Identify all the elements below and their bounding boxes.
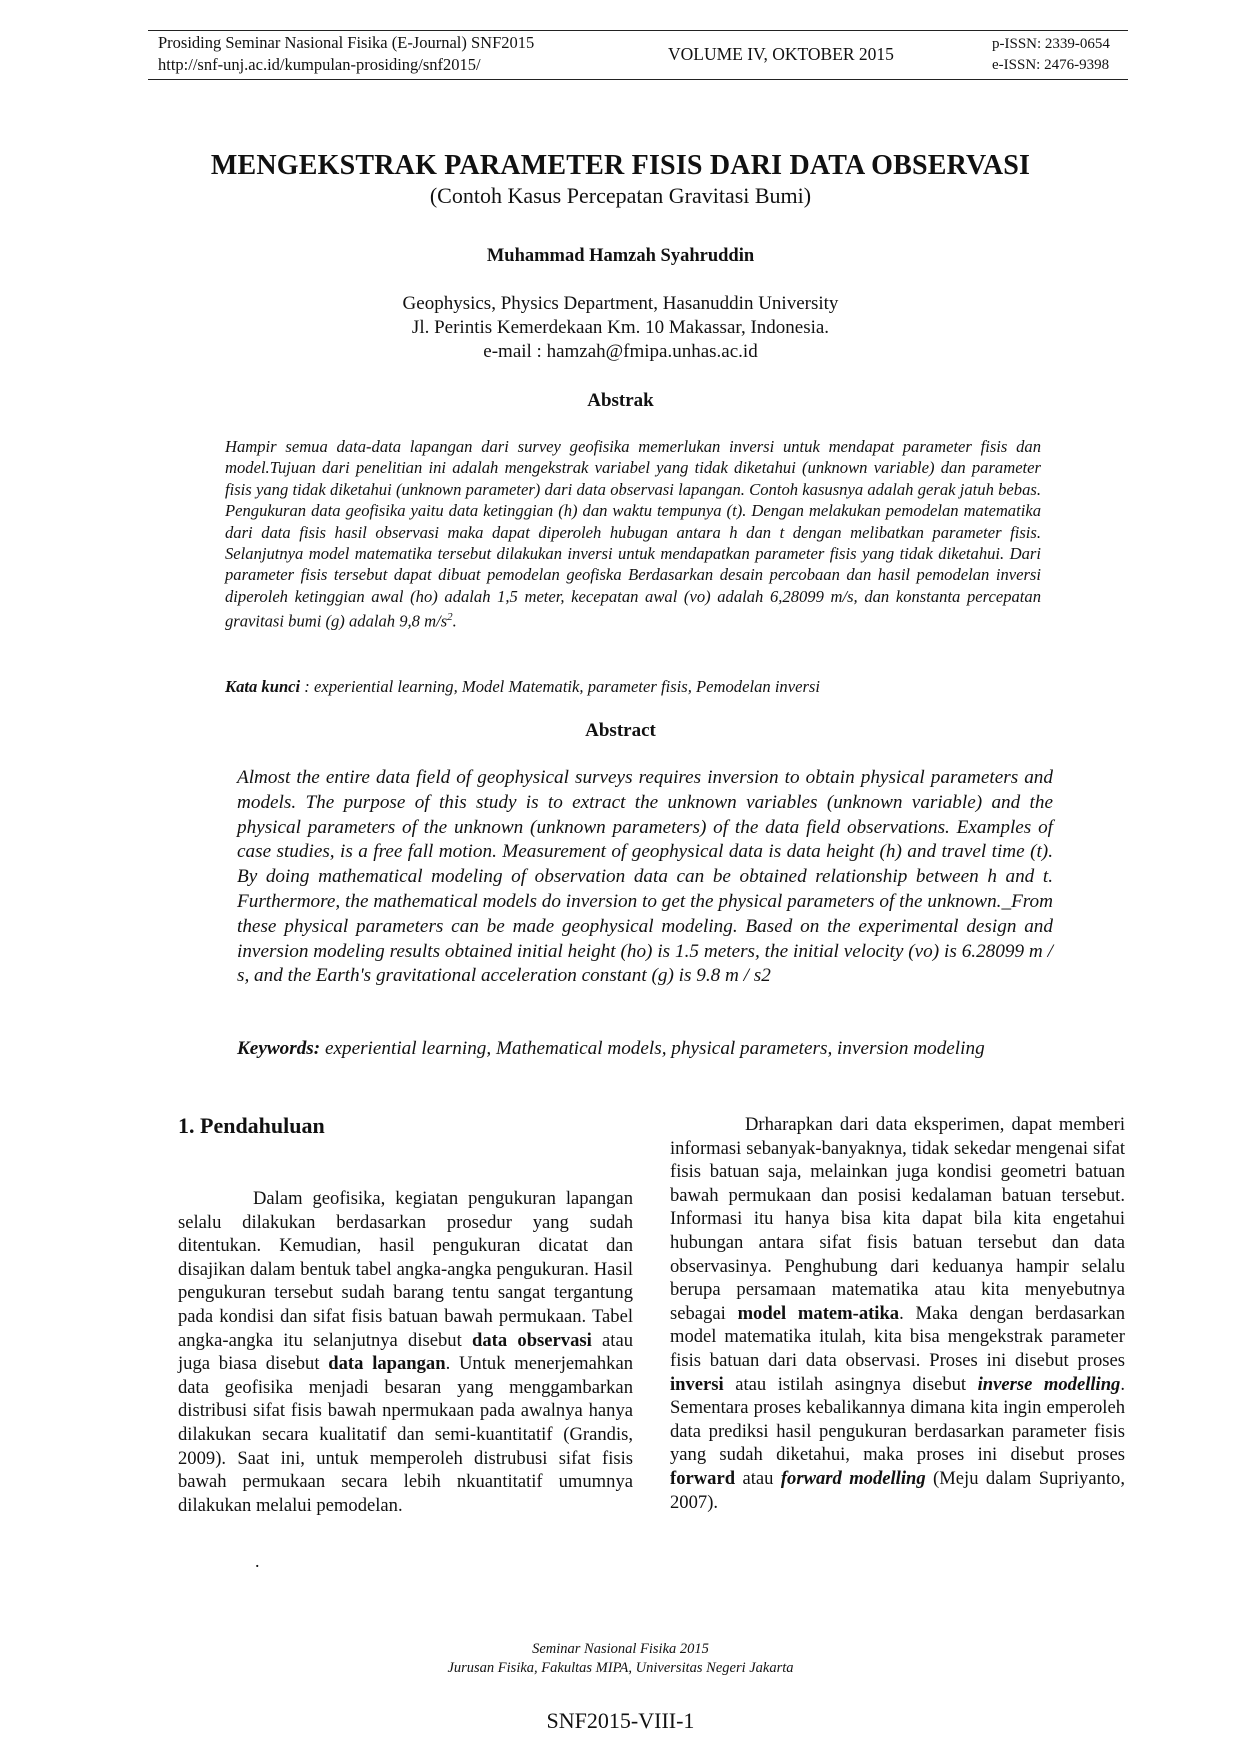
abstract-heading: Abstract	[585, 720, 656, 741]
header-url: http://snf-unj.ac.id/kumpulan-prosiding/snf2015/	[158, 55, 481, 74]
header-bottom-rule	[148, 79, 1128, 80]
abstrak-keywords-text: : experiential learning, Model Matematik, parameter fisis, Pemodelan inversi	[300, 677, 820, 696]
body-text: . Sementara proses kebalikannya dimana kita ingin emperoleh data prediksi hasil pengukuran berdasarkan parameter fisis yang sudah diketahui, maka proses ini disebut proses	[670, 1373, 1125, 1466]
body-column-right	[670, 1113, 1125, 1514]
body-bold-italic-term: forward modelling	[780, 1467, 926, 1489]
paper-author: Muhammad Hamzah Syahruddin	[486, 246, 755, 266]
header-p-issn: p-ISSN: 2339-0654	[992, 36, 1110, 52]
body-text: Dalam geofisika, kegiatan pengukuran lapangan selalu dilakukan berdasarkan prosedur yang sudah ditentukan. Kemudian, hasil pengukuran dicatat dan disajikan dalam bentuk tabel angka-angka pengukuran. Hasil pengukuran tersebut sudah barang tentu sangat tergantung pada kondisi dan sifat fisis batuan bawah permukaan. Tabel angka-angka itu selanjutnya disebut	[178, 1188, 633, 1351]
body-text: . Untuk menerjemahkan data geofisika menjadi besaran yang menggambarkan distribusi sifat fisis bawah npermukaan pada awalnya hanya dilakukan secara kualitatif dan semi-kuantitatif (Grandis, 2009). Saat ini, untuk memperoleh distrubusi sifat fisis bawah permukaan secara lebih nkuantitatif umumnya dilakukan melalui pemodelan.	[178, 1353, 634, 1516]
footer-institution: Jurusan Fisika, Fakultas MIPA, Universitas Negeri Jakarta	[447, 1660, 794, 1676]
body-text: atau juga biasa disebut	[178, 1329, 633, 1375]
body-text: (Meju dalam Supriyanto, 2007).	[670, 1467, 1125, 1513]
header-journal-info	[158, 32, 534, 76]
paper-affiliation	[0, 292, 1241, 364]
header-top-rule	[148, 30, 1128, 31]
body-paragraph	[178, 1187, 633, 1517]
abstrak-superscript: 2	[447, 611, 453, 624]
header-issn	[992, 34, 1110, 76]
body-bold-term: inversi	[670, 1373, 724, 1395]
body-bold-term: data lapangan	[328, 1353, 446, 1375]
abstrak-heading: Abstrak	[587, 390, 654, 411]
abstrak-keywords-label: Kata kunci	[225, 677, 301, 696]
abstrak-body	[225, 436, 1041, 632]
header-e-issn: e-ISSN: 2476-9398	[992, 57, 1110, 73]
abstract-keywords-text: experiential learning, Mathematical models, physical parameters, inversion modeling	[320, 1038, 985, 1059]
body-bold-italic-term: inverse modelling	[977, 1373, 1121, 1395]
abstrak-keywords	[225, 676, 1041, 697]
affiliation-department: Geophysics, Physics Department, Hasanuddin University	[402, 293, 839, 314]
page-footer	[0, 1640, 1241, 1678]
abstrak-end: .	[452, 611, 457, 631]
header-journal-name: Prosiding Seminar Nasional Fisika (E-Journal) SNF2015	[158, 33, 535, 52]
abstract-keywords-label: Keywords:	[237, 1038, 321, 1059]
section-title-pendahuluan: 1. Pendahuluan	[178, 1113, 325, 1138]
body-text: Drharapkan dari data eksperimen, dapat memberi informasi sebanyak-banyaknya, tidak sekedar mengenai sifat fisis batuan saja, melainkan juga kondisi geometri batuan bawah permukaan dan posisi kedalaman batuan tersebut. Informasi itu hanya bisa kita dapat bila kita engetahui hubungan antara sifat fisis batuan tersebut dan data observasinya. Penghubung dari keduanya hampir selalu berupa persamaan matematika atau kita menyebutnya sebagai	[670, 1114, 1125, 1324]
body-bold-term: model matem-atika	[737, 1302, 900, 1324]
page-number: SNF2015-VIII-1	[546, 1708, 695, 1733]
stray-dot: .	[255, 1551, 260, 1571]
body-text: . Maka dengan berdasarkan model matematika itulah, kita bisa mengekstrak parameter fisis batuan dari data observasi. Proses ini disebut proses	[670, 1302, 1125, 1371]
body-column-left	[178, 1187, 633, 1517]
abstract-body: Almost the entire data field of geophysical surveys requires inversion to obtain physical parameters and models. The purpose of this study is to extract the unknown variables (unknown variable) and the physical parameters of the unknown (unknown parameters) of the data field observations. Examples of case studies, is a free fall motion. Measurement of geophysical data is data height (h) and travel time (t). By doing mathematical modeling of observation data can be obtained relationship between h and t. Furthermore, the mathematical models do inversion to get the physical parameters of the unknown._From these physical parameters can be made geophysical modeling. Based on the experimental design and inversion modeling results obtained initial height (ho) is 1.5 meters, the initial velocity (vo) is 6.28099 m / s, and the Earth's gravitational acceleration constant (g) is 9.8 m / s2	[237, 767, 1053, 987]
header-volume: VOLUME IV, OKTOBER 2015	[668, 44, 894, 64]
paper-subtitle: (Contoh Kasus Percepatan Gravitasi Bumi)	[429, 183, 812, 208]
body-paragraph	[670, 1113, 1125, 1514]
body-text: atau	[735, 1467, 781, 1489]
body-bold-term: data observasi	[472, 1329, 592, 1351]
body-text: atau istilah asingnya disebut	[723, 1373, 978, 1395]
footer-seminar: Seminar Nasional Fisika 2015	[532, 1641, 709, 1657]
affiliation-email: e-mail : hamzah@fmipa.unhas.ac.id	[483, 341, 758, 362]
affiliation-address: Jl. Perintis Kemerdekaan Km. 10 Makassar, Indonesia.	[411, 317, 830, 338]
abstract-keywords	[237, 1037, 1067, 1061]
abstrak-text: Hampir semua data-data lapangan dari survey geofisika memerlukan inversi untuk mendapat parameter fisis dan model.Tujuan dari penelitian ini adalah mengekstrak variabel yang tidak diketahui (unknown variable) dan parameter fisis yang tidak diketahui (unknown parameter) dari data observasi lapangan. Contoh kasusnya adalah gerak jatuh bebas. Pengukuran data geofisika yaitu data ketinggian (h) dan waktu tempunya (t). Dengan melakukan pemodelan matematika dari data fisis hasil observasi maka dapat diperoleh hubugan antara h dan t dengan melibatkan parameter fisis. Selanjutnya model matematika tersebut dilakukan inversi untuk mendapatkan parameter fisis yang tidak diketahui. Dari parameter fisis tersebut dapat dibuat pemodelan geofiska Berdasarkan desain percobaan dan hasil pemodelan inversi diperoleh ketinggian awal (ho) adalah 1,5 meter, kecepatan awal (vo) adalah 6,28099 m/s, dan konstanta percepatan gravitasi bumi (g) adalah 9,8 m/s	[225, 437, 1041, 631]
paper-title: MENGEKSTRAK PARAMETER FISIS DARI DATA OBSERVASI	[210, 150, 1031, 181]
body-bold-term: forward	[670, 1467, 736, 1489]
